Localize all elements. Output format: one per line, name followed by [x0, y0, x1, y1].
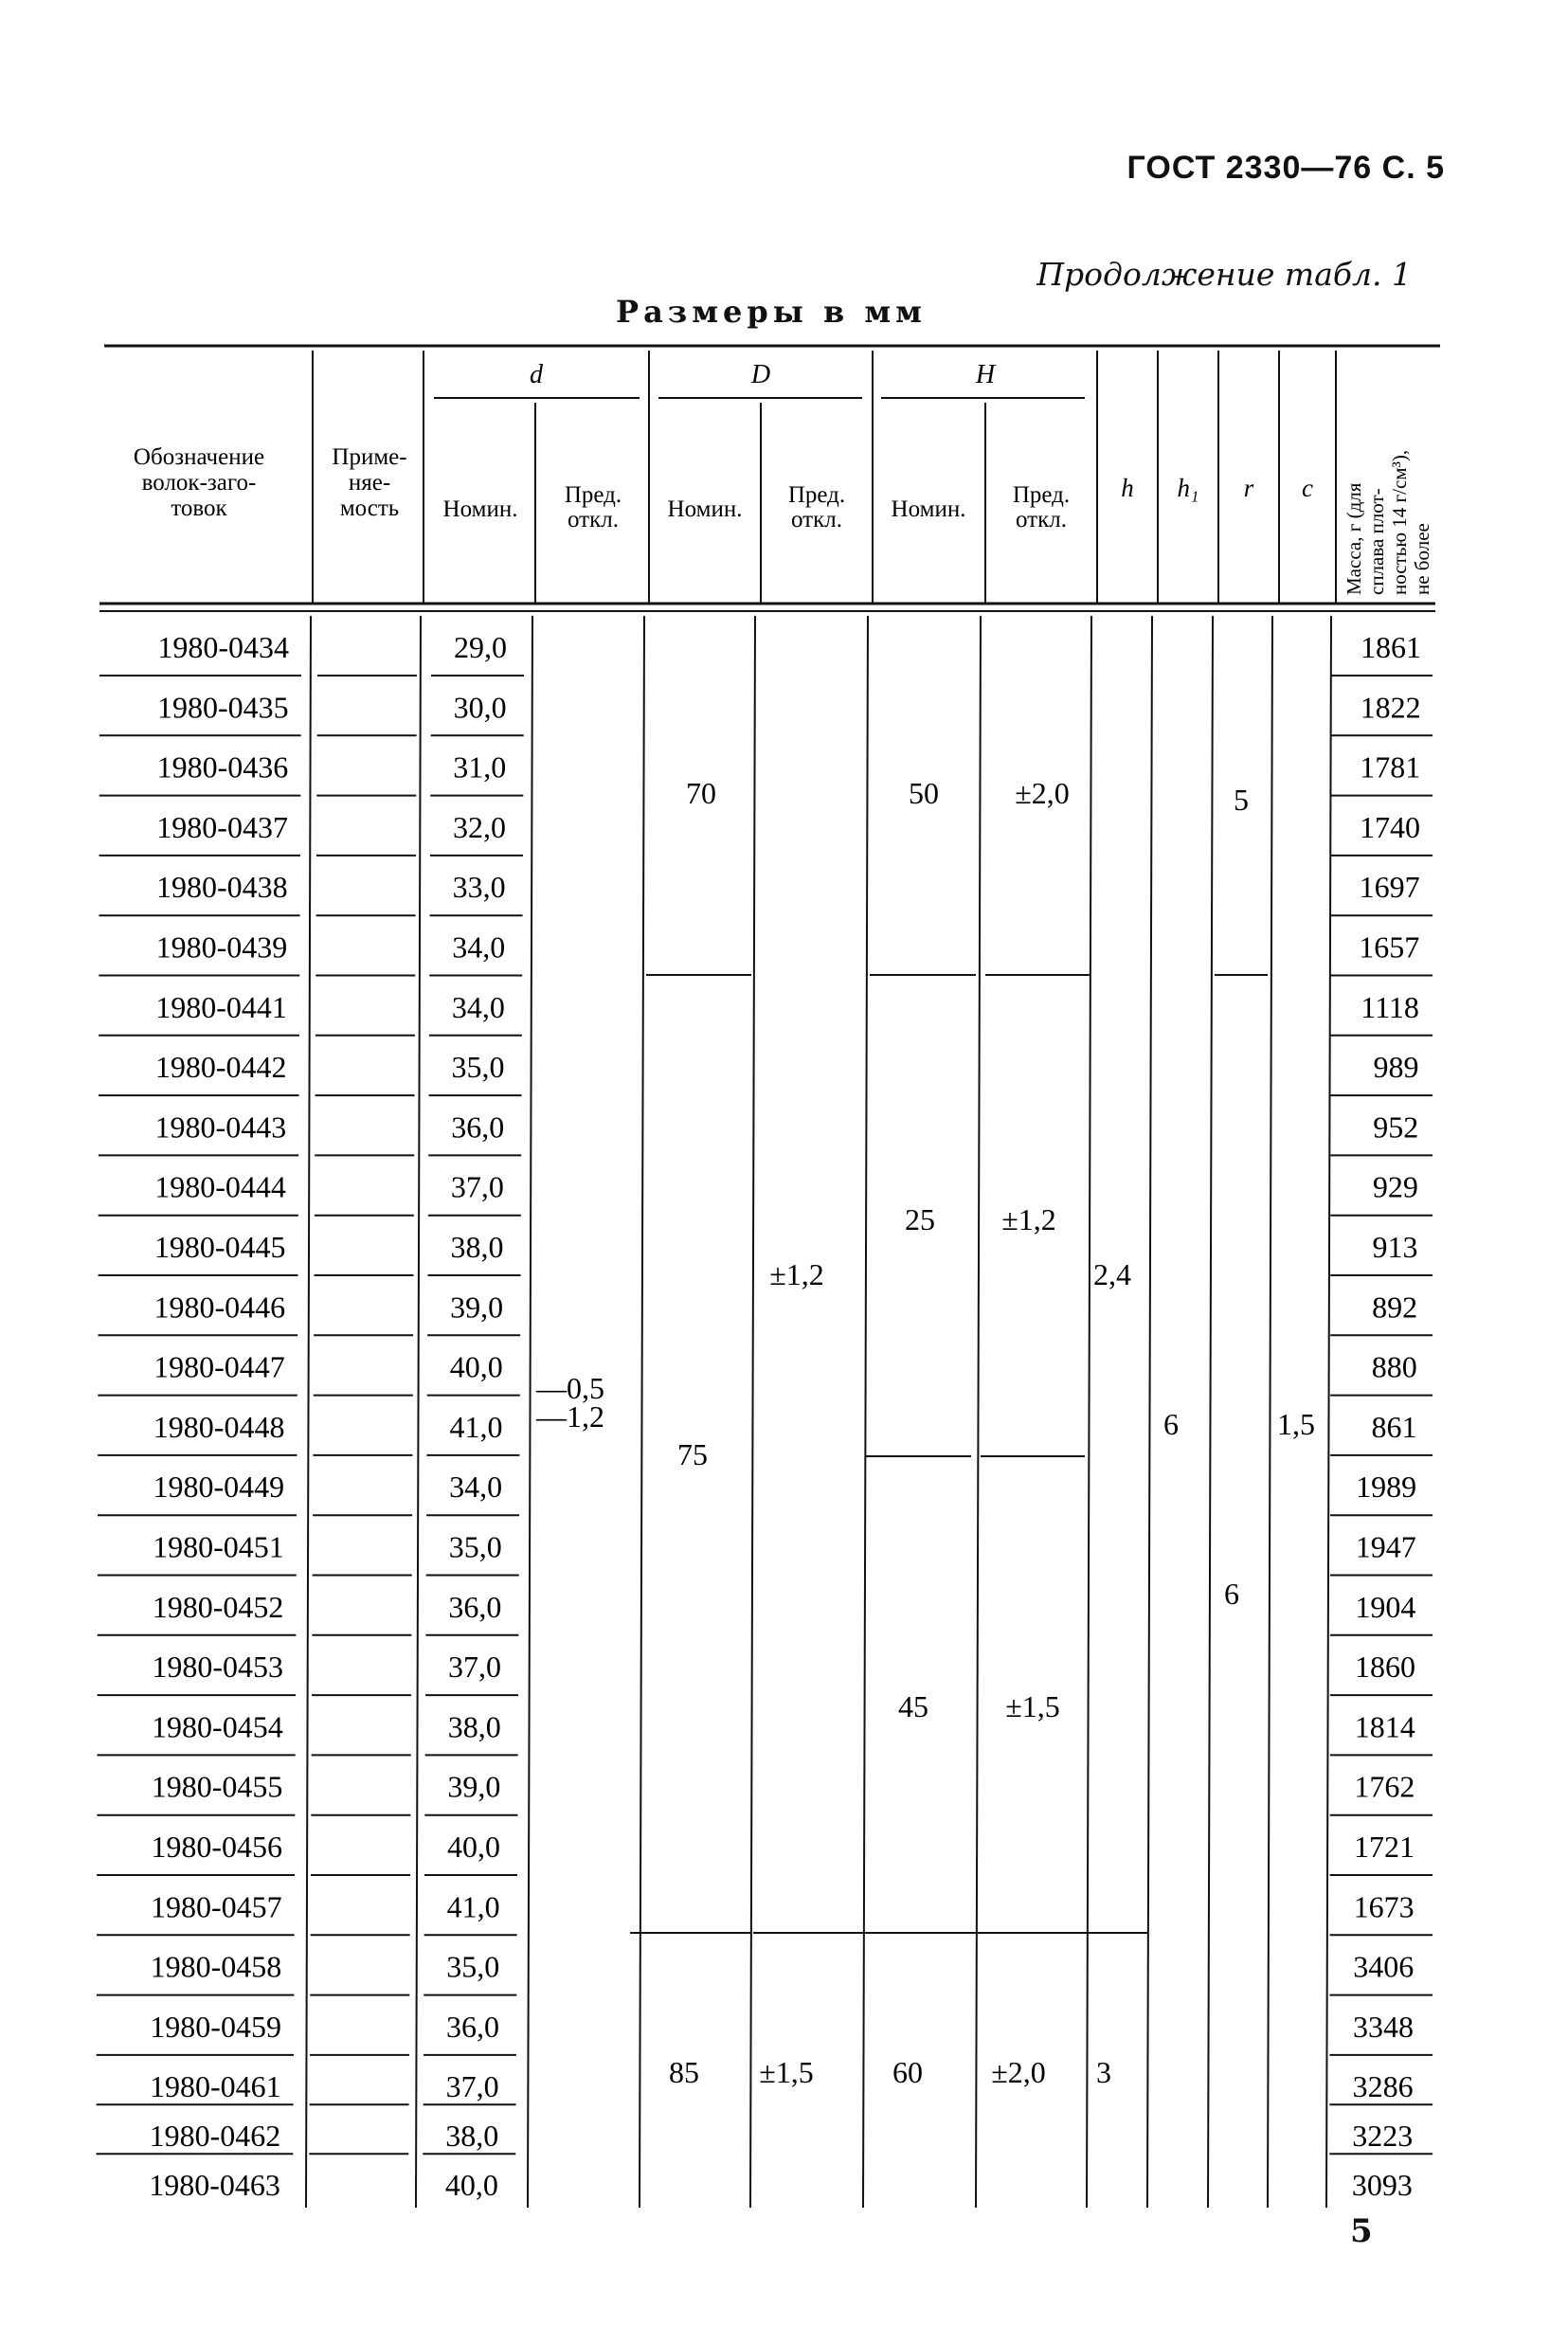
row-mass: 861: [1371, 1409, 1417, 1444]
h-header: h: [1121, 474, 1134, 502]
row-d-nominal: 36,0: [451, 1109, 505, 1145]
row-mass: 952: [1373, 1109, 1419, 1145]
row-mass: 880: [1371, 1349, 1417, 1384]
table-body: [149, 630, 1421, 2202]
row-mass: 1904: [1355, 1589, 1416, 1624]
row-designation: 1980-0444: [154, 1169, 286, 1204]
row-mass: 929: [1372, 1169, 1418, 1204]
D-tolerance-header: Пред.: [787, 482, 846, 508]
h-value-group3: 3: [1096, 2055, 1111, 2089]
designation-header: Обозначение: [133, 444, 265, 470]
h-value-group12: 2,4: [1093, 1257, 1131, 1291]
row-mass: 3406: [1353, 1949, 1415, 1984]
r-value-group1: 5: [1234, 783, 1249, 817]
D-tolerance-header-line2: откл.: [791, 507, 842, 532]
row-mass: 1861: [1361, 630, 1421, 664]
row-mass: 1118: [1361, 989, 1419, 1024]
row-designation: 1980-0456: [151, 1830, 282, 1864]
row-d-nominal: 40,0: [449, 1349, 503, 1384]
row-designation: 1980-0459: [150, 2009, 281, 2044]
d-tolerance-header-line2: откл.: [568, 507, 619, 532]
row-designation: 1980-0452: [152, 1589, 284, 1624]
row-designation: 1980-0443: [154, 1109, 287, 1145]
row-mass: 3223: [1352, 2119, 1414, 2154]
row-mass: 1697: [1359, 870, 1420, 905]
d-header: d: [530, 360, 543, 389]
D-tolerance-group3: ±1,5: [759, 2055, 814, 2089]
mass-header-line1: Масса, г (для: [1343, 482, 1365, 595]
H-tolerance-header: Пред.: [1012, 482, 1071, 508]
row-mass: 1947: [1355, 1529, 1416, 1564]
D-tolerance-group12: ±1,2: [769, 1257, 824, 1291]
H-value-group2: 25: [905, 1202, 935, 1236]
mass-header: [1343, 450, 1433, 595]
row-designation: 1980-0441: [155, 989, 287, 1024]
row-designation: 1980-0446: [153, 1290, 286, 1325]
H-tolerance-group1: ±2,0: [1015, 776, 1070, 810]
document-header: ГОСТ 2330—76 С. 5: [1126, 150, 1445, 186]
row-d-nominal: 40,0: [444, 2168, 498, 2203]
row-d-nominal: 38,0: [450, 1230, 504, 1264]
row-d-nominal: 34,0: [452, 929, 506, 965]
row-d-nominal: 35,0: [446, 1949, 500, 1984]
row-designation: 1980-0447: [153, 1349, 285, 1384]
designation-header-line3: товок: [171, 496, 227, 521]
row-d-nominal: 38,0: [445, 2119, 499, 2154]
row-d-nominal: 39,0: [447, 1769, 501, 1804]
applicability-header: Приме-: [332, 444, 407, 470]
row-designation: 1980-0439: [155, 929, 288, 965]
H-value-group1: 50: [909, 776, 939, 810]
row-mass: 989: [1373, 1050, 1419, 1085]
row-mass: 1673: [1353, 1889, 1415, 1924]
row-d-nominal: 35,0: [451, 1050, 505, 1085]
H-tolerance-group3: ±1,5: [1005, 1689, 1060, 1723]
D-header: D: [750, 360, 771, 389]
row-designation: 1980-0461: [149, 2069, 281, 2104]
d-tolerance-lower: —1,2: [536, 1399, 604, 1434]
mass-header-line4: не более: [1411, 523, 1433, 595]
mass-header-line2: сплава плот-: [1365, 488, 1388, 595]
designation-header-line2: волок-заго-: [141, 470, 257, 496]
row-d-nominal: 37,0: [450, 1169, 504, 1204]
row-d-nominal: 31,0: [453, 749, 507, 785]
merged-values: [535, 776, 1315, 2089]
row-d-nominal: 39,0: [450, 1290, 504, 1325]
row-designation: 1980-0436: [156, 749, 289, 785]
row-d-nominal: 41,0: [446, 1889, 500, 1924]
r-value-group2: 6: [1224, 1577, 1239, 1611]
row-mass: 1781: [1360, 749, 1421, 785]
row-mass: 1860: [1355, 1650, 1416, 1685]
D-value-group1: 70: [686, 776, 716, 810]
row-d-nominal: 33,0: [452, 870, 506, 905]
row-designation: 1980-0435: [156, 690, 289, 725]
D-value-group3: 85: [669, 2055, 699, 2089]
H-value-group4: 60: [892, 2055, 923, 2089]
row-designation: 1980-0457: [150, 1889, 282, 1924]
row-designation: 1980-0449: [153, 1470, 285, 1505]
row-d-nominal: 37,0: [448, 1650, 502, 1685]
row-d-nominal: 36,0: [448, 1589, 502, 1624]
row-d-nominal: 41,0: [449, 1409, 503, 1444]
H-tolerance-group2: ±1,2: [1001, 1202, 1056, 1236]
H-header: H: [975, 360, 996, 389]
row-mass: 1822: [1360, 690, 1421, 725]
row-designation: 1980-0463: [149, 2168, 280, 2203]
d-nominal-header: Номин.: [442, 496, 518, 522]
c-header: c: [1302, 474, 1313, 502]
row-designation: 1980-0453: [152, 1650, 284, 1685]
row-d-nominal: 38,0: [447, 1709, 501, 1744]
row-d-nominal: 35,0: [448, 1529, 502, 1564]
H-tolerance-header-line2: откл.: [1016, 507, 1067, 532]
c-value: 1,5: [1277, 1407, 1315, 1441]
table-continuation-note: Продолжение табл. 1: [1036, 256, 1412, 293]
row-mass: 892: [1372, 1290, 1418, 1325]
D-value-group2: 75: [677, 1437, 708, 1471]
row-designation: 1980-0451: [153, 1529, 284, 1564]
row-mass: 1762: [1354, 1769, 1415, 1804]
d-tolerance-upper: —0,5: [536, 1371, 604, 1405]
row-designation: 1980-0442: [154, 1050, 287, 1085]
row-mass: 1657: [1359, 929, 1420, 965]
applicability-header-line2: няе-: [348, 470, 391, 496]
row-designation: 1980-0462: [149, 2119, 281, 2154]
d-tolerance-header: Пред.: [564, 482, 622, 508]
row-mass: 913: [1372, 1230, 1418, 1264]
page-number: 5: [1350, 2212, 1373, 2250]
row-d-nominal: 34,0: [449, 1470, 503, 1505]
row-d-nominal: 36,0: [445, 2009, 499, 2044]
row-mass: 1721: [1354, 1830, 1415, 1864]
H-value-group3: 45: [898, 1689, 928, 1723]
row-d-nominal: 29,0: [454, 630, 507, 664]
applicability-header-line3: мость: [339, 496, 400, 521]
row-d-nominal: 37,0: [445, 2069, 499, 2104]
r-header: r: [1243, 474, 1254, 502]
row-mass: 3093: [1351, 2168, 1413, 2203]
row-mass: 1740: [1359, 809, 1420, 844]
row-designation: 1980-0458: [150, 1949, 282, 1984]
row-designation: 1980-0438: [155, 870, 288, 905]
row-d-nominal: 30,0: [453, 690, 507, 725]
D-nominal-header: Номин.: [667, 496, 743, 522]
row-designation: 1980-0434: [157, 630, 289, 664]
row-mass: 1814: [1354, 1709, 1415, 1744]
H-tolerance-group4: ±2,0: [991, 2055, 1046, 2089]
row-designation: 1980-0445: [153, 1230, 286, 1264]
row-designation: 1980-0448: [153, 1409, 285, 1444]
row-d-nominal: 34,0: [451, 989, 505, 1024]
row-mass: 1989: [1356, 1470, 1417, 1505]
h1-value: 6: [1163, 1407, 1179, 1441]
H-nominal-header: Номин.: [891, 496, 966, 522]
row-designation: 1980-0454: [152, 1709, 283, 1744]
row-d-nominal: 32,0: [452, 809, 506, 844]
row-designation: 1980-0455: [151, 1769, 283, 1804]
h1-header: h₁: [1177, 474, 1199, 502]
row-mass: 3286: [1352, 2069, 1414, 2104]
mass-header-line3: ностью 14 г/см³),: [1388, 449, 1411, 595]
row-designation: 1980-0437: [156, 809, 288, 844]
dimensions-note: Размеры в мм: [616, 294, 927, 330]
row-mass: 3348: [1352, 2009, 1414, 2044]
row-d-nominal: 40,0: [447, 1830, 500, 1864]
